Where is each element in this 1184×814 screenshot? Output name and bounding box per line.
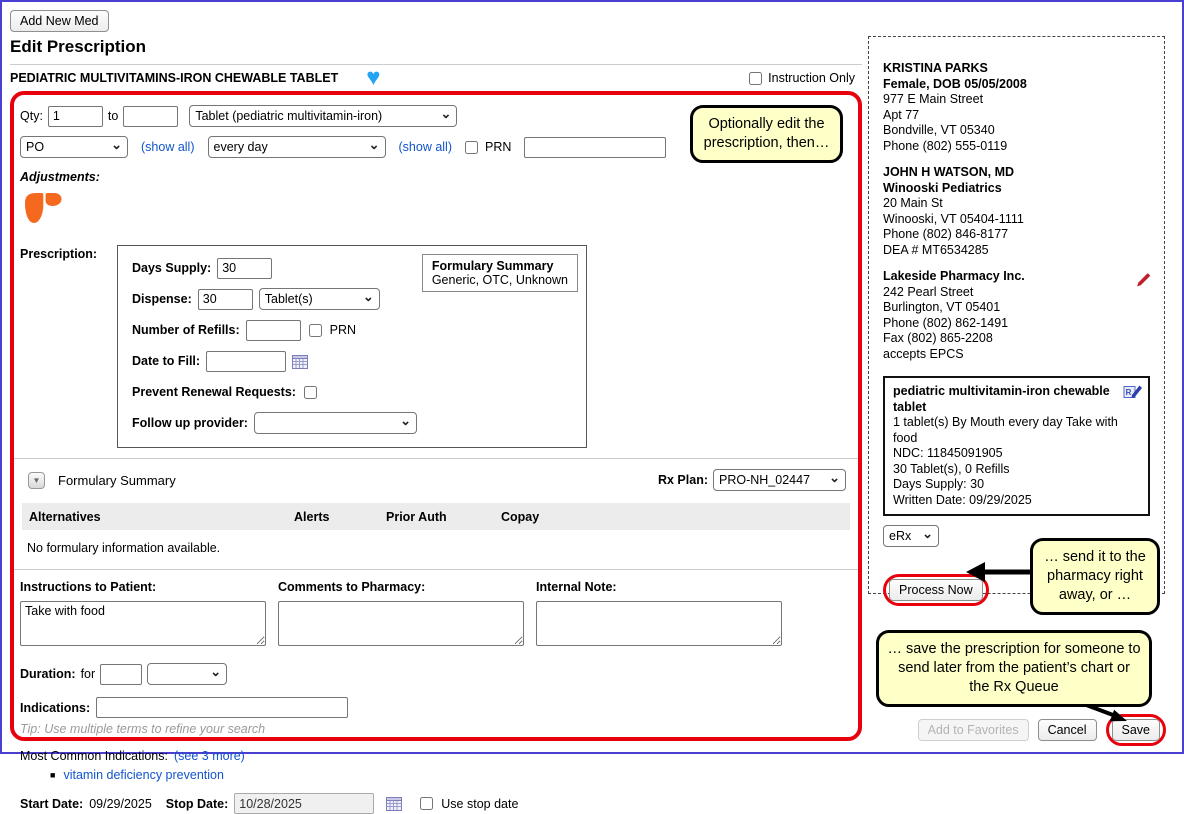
- section-divider: [14, 569, 858, 570]
- duration-value-input[interactable]: [100, 664, 142, 685]
- pharmacy-info: [883, 269, 1150, 362]
- formulary-summary-mini-text: Generic, OTC, Unknown: [431, 273, 568, 287]
- provider-city: Winooski, VT 05404-1111: [883, 211, 1024, 226]
- days-supply-input[interactable]: [217, 258, 272, 279]
- arrow-to-process-now: [964, 558, 1034, 586]
- add-to-favorites-button[interactable]: Add to Favorites: [918, 719, 1029, 741]
- indications-label: Indications:: [20, 700, 91, 715]
- qty-input[interactable]: [48, 106, 103, 127]
- rx-summary-name: pediatric multivitamin-iron chewable tablet: [893, 384, 1110, 414]
- formulary-collapse-toggle-icon[interactable]: ▼: [28, 472, 45, 489]
- save-button[interactable]: Save: [1112, 719, 1161, 741]
- indications-input[interactable]: [96, 697, 348, 718]
- prevent-renewal-checkbox[interactable]: [304, 386, 317, 399]
- formulary-section-title: Formulary Summary: [58, 472, 176, 488]
- pharmacy-epcs: accepts EPCS: [883, 346, 964, 361]
- title-divider: [10, 64, 862, 65]
- prn-checkbox[interactable]: [465, 141, 478, 154]
- qty-to-input[interactable]: [123, 106, 178, 127]
- provider-address1: 20 Main St: [883, 196, 943, 210]
- prescription-edit-area: [10, 91, 862, 811]
- formulary-summary-mini-title: Formulary Summary: [431, 259, 554, 273]
- prescription-sidebar: [868, 36, 1165, 597]
- qty-to-label: to: [107, 109, 119, 123]
- refills-prn-checkbox[interactable]: [309, 324, 322, 337]
- duration-unit-select[interactable]: [147, 663, 227, 685]
- rx-summary-days-supply: Days Supply: 30: [893, 477, 985, 491]
- patient-city: Bondville, VT 05340: [883, 123, 995, 137]
- follow-up-provider-label: Follow up provider:: [132, 416, 248, 430]
- provider-phone: Phone (802) 846-8177: [883, 227, 1009, 241]
- dispense-unit-select[interactable]: [259, 288, 380, 310]
- callout-edit-prescription: Optionally edit the prescription, then…: [690, 105, 843, 163]
- frequency-show-all-link[interactable]: (show all): [398, 140, 452, 154]
- instruction-only-checkbox[interactable]: [749, 72, 762, 85]
- date-to-fill-input[interactable]: [206, 351, 286, 372]
- callout-save-later: … save the prescription for someone to send later from the patient’s chart or the Rx Queue: [876, 630, 1152, 707]
- column-alerts: Alerts: [294, 509, 330, 524]
- see-more-indications-link[interactable]: (see 3 more): [173, 749, 245, 763]
- provider-name: JOHN H WATSON, MD: [883, 165, 1015, 179]
- patient-phone: Phone (802) 555-0119: [883, 138, 1008, 153]
- prescription-box: [117, 245, 587, 448]
- add-new-med-button[interactable]: Add New Med: [10, 10, 109, 32]
- rx-plan-select[interactable]: [713, 469, 846, 491]
- prescription-label: Prescription:: [20, 247, 98, 261]
- patient-info: [883, 61, 1150, 154]
- column-copay: Copay: [501, 509, 540, 524]
- formulary-empty-message: No formulary information available.: [27, 541, 221, 555]
- rx-summary-card: [883, 376, 1150, 516]
- instructions-to-patient-textarea[interactable]: [20, 601, 266, 646]
- most-common-indications-label: Most Common Indications:: [20, 749, 168, 763]
- qty-label: Qty:: [20, 109, 43, 123]
- pharmacy-address1: 242 Pearl Street: [883, 284, 974, 299]
- column-alternatives: Alternatives: [29, 509, 101, 524]
- dispense-input[interactable]: [198, 289, 253, 310]
- date-to-fill-label: Date to Fill:: [132, 354, 201, 368]
- instruction-only-label: Instruction Only: [768, 71, 855, 85]
- prn-label: PRN: [485, 140, 512, 154]
- days-supply-label: Days Supply:: [132, 261, 212, 275]
- stop-date-label: Stop Date:: [165, 796, 229, 811]
- rx-summary-quantity: 30 Tablet(s), 0 Refills: [893, 461, 1010, 476]
- bullet-icon: ■: [50, 770, 56, 780]
- rx-summary-written-date: Written Date: 09/29/2025: [893, 492, 1032, 507]
- provider-info: [883, 165, 1150, 258]
- patient-name: KRISTINA PARKS: [883, 61, 988, 75]
- follow-up-provider-select[interactable]: [254, 412, 417, 434]
- refills-label: Number of Refills:: [132, 323, 240, 337]
- adjustments-label: Adjustments:: [20, 170, 100, 184]
- dispense-label: Dispense:: [132, 292, 192, 306]
- pharmacy-fax: Fax (802) 865-2208: [883, 331, 993, 345]
- patient-demographics: Female, DOB 05/05/2008: [883, 76, 1027, 91]
- cancel-button[interactable]: Cancel: [1038, 719, 1097, 741]
- rx-summary-ndc: NDC: 11845091905: [893, 446, 1003, 460]
- formulary-table-header: [22, 503, 850, 530]
- prn-note-input[interactable]: [524, 137, 666, 158]
- frequency-select[interactable]: [208, 136, 386, 158]
- formulary-summary-mini-box: [422, 254, 578, 292]
- rx-summary-sig: 1 tablet(s) By Mouth every day Take with food: [893, 415, 1118, 445]
- use-stop-date-checkbox[interactable]: [420, 797, 433, 810]
- start-date-value: 09/29/2025: [89, 796, 152, 811]
- dose-form-select[interactable]: [189, 105, 457, 127]
- patient-address2: Apt 77: [883, 107, 920, 122]
- section-divider: [14, 458, 858, 459]
- indication-link[interactable]: vitamin deficiency prevention: [63, 768, 224, 782]
- page-title: Edit Prescription: [10, 37, 147, 56]
- route-select[interactable]: [20, 136, 128, 158]
- process-now-button[interactable]: Process Now: [889, 579, 983, 601]
- start-date-label: Start Date:: [20, 796, 84, 811]
- comments-to-pharmacy-label: Comments to Pharmacy:: [278, 580, 426, 594]
- instructions-to-patient-label: Instructions to Patient:: [20, 580, 157, 594]
- patient-address1: 977 E Main Street: [883, 92, 984, 106]
- internal-note-textarea[interactable]: [536, 601, 782, 646]
- internal-note-label: Internal Note:: [536, 580, 617, 594]
- refills-input[interactable]: [246, 320, 301, 341]
- date-to-fill-calendar-icon[interactable]: [292, 354, 308, 369]
- erx-method-select[interactable]: [883, 525, 939, 547]
- duration-label: Duration:: [20, 667, 76, 681]
- stop-date-calendar-icon[interactable]: [386, 796, 402, 811]
- edit-pharmacy-pencil-icon[interactable]: [1135, 271, 1152, 288]
- pharmacy-phone: Phone (802) 862-1491: [883, 315, 1009, 330]
- liver-adjustment-icon[interactable]: [22, 190, 64, 226]
- medication-name: PEDIATRIC MULTIVITAMINS-IRON CHEWABLE TABLET: [10, 71, 339, 85]
- favorite-heart-icon[interactable]: ♥: [366, 64, 381, 91]
- rx-plan-label: Rx Plan:: [657, 473, 708, 487]
- column-prior-auth: Prior Auth: [386, 509, 447, 524]
- prevent-renewal-label: Prevent Renewal Requests:: [132, 385, 296, 399]
- duration-for-label: for: [80, 667, 96, 681]
- comments-to-pharmacy-textarea[interactable]: [278, 601, 524, 646]
- pharmacy-name: Lakeside Pharmacy Inc.: [883, 269, 1025, 283]
- provider-practice: Winooski Pediatrics: [883, 180, 1002, 195]
- stop-date-input[interactable]: [234, 793, 374, 814]
- provider-dea: DEA # MT6534285: [883, 242, 989, 257]
- pharmacy-city: Burlington, VT 05401: [883, 300, 1001, 314]
- edit-rx-icon[interactable]: [1123, 384, 1143, 400]
- callout-send-pharmacy: … send it to the pharmacy right away, or …: [1030, 538, 1160, 615]
- svg-text:R: R: [1125, 388, 1132, 397]
- indications-tip: Tip: Use multiple terms to refine your search: [20, 722, 266, 736]
- use-stop-date-label: Use stop date: [441, 796, 519, 811]
- refills-prn-label: PRN: [329, 323, 357, 337]
- route-show-all-link[interactable]: (show all): [141, 140, 195, 154]
